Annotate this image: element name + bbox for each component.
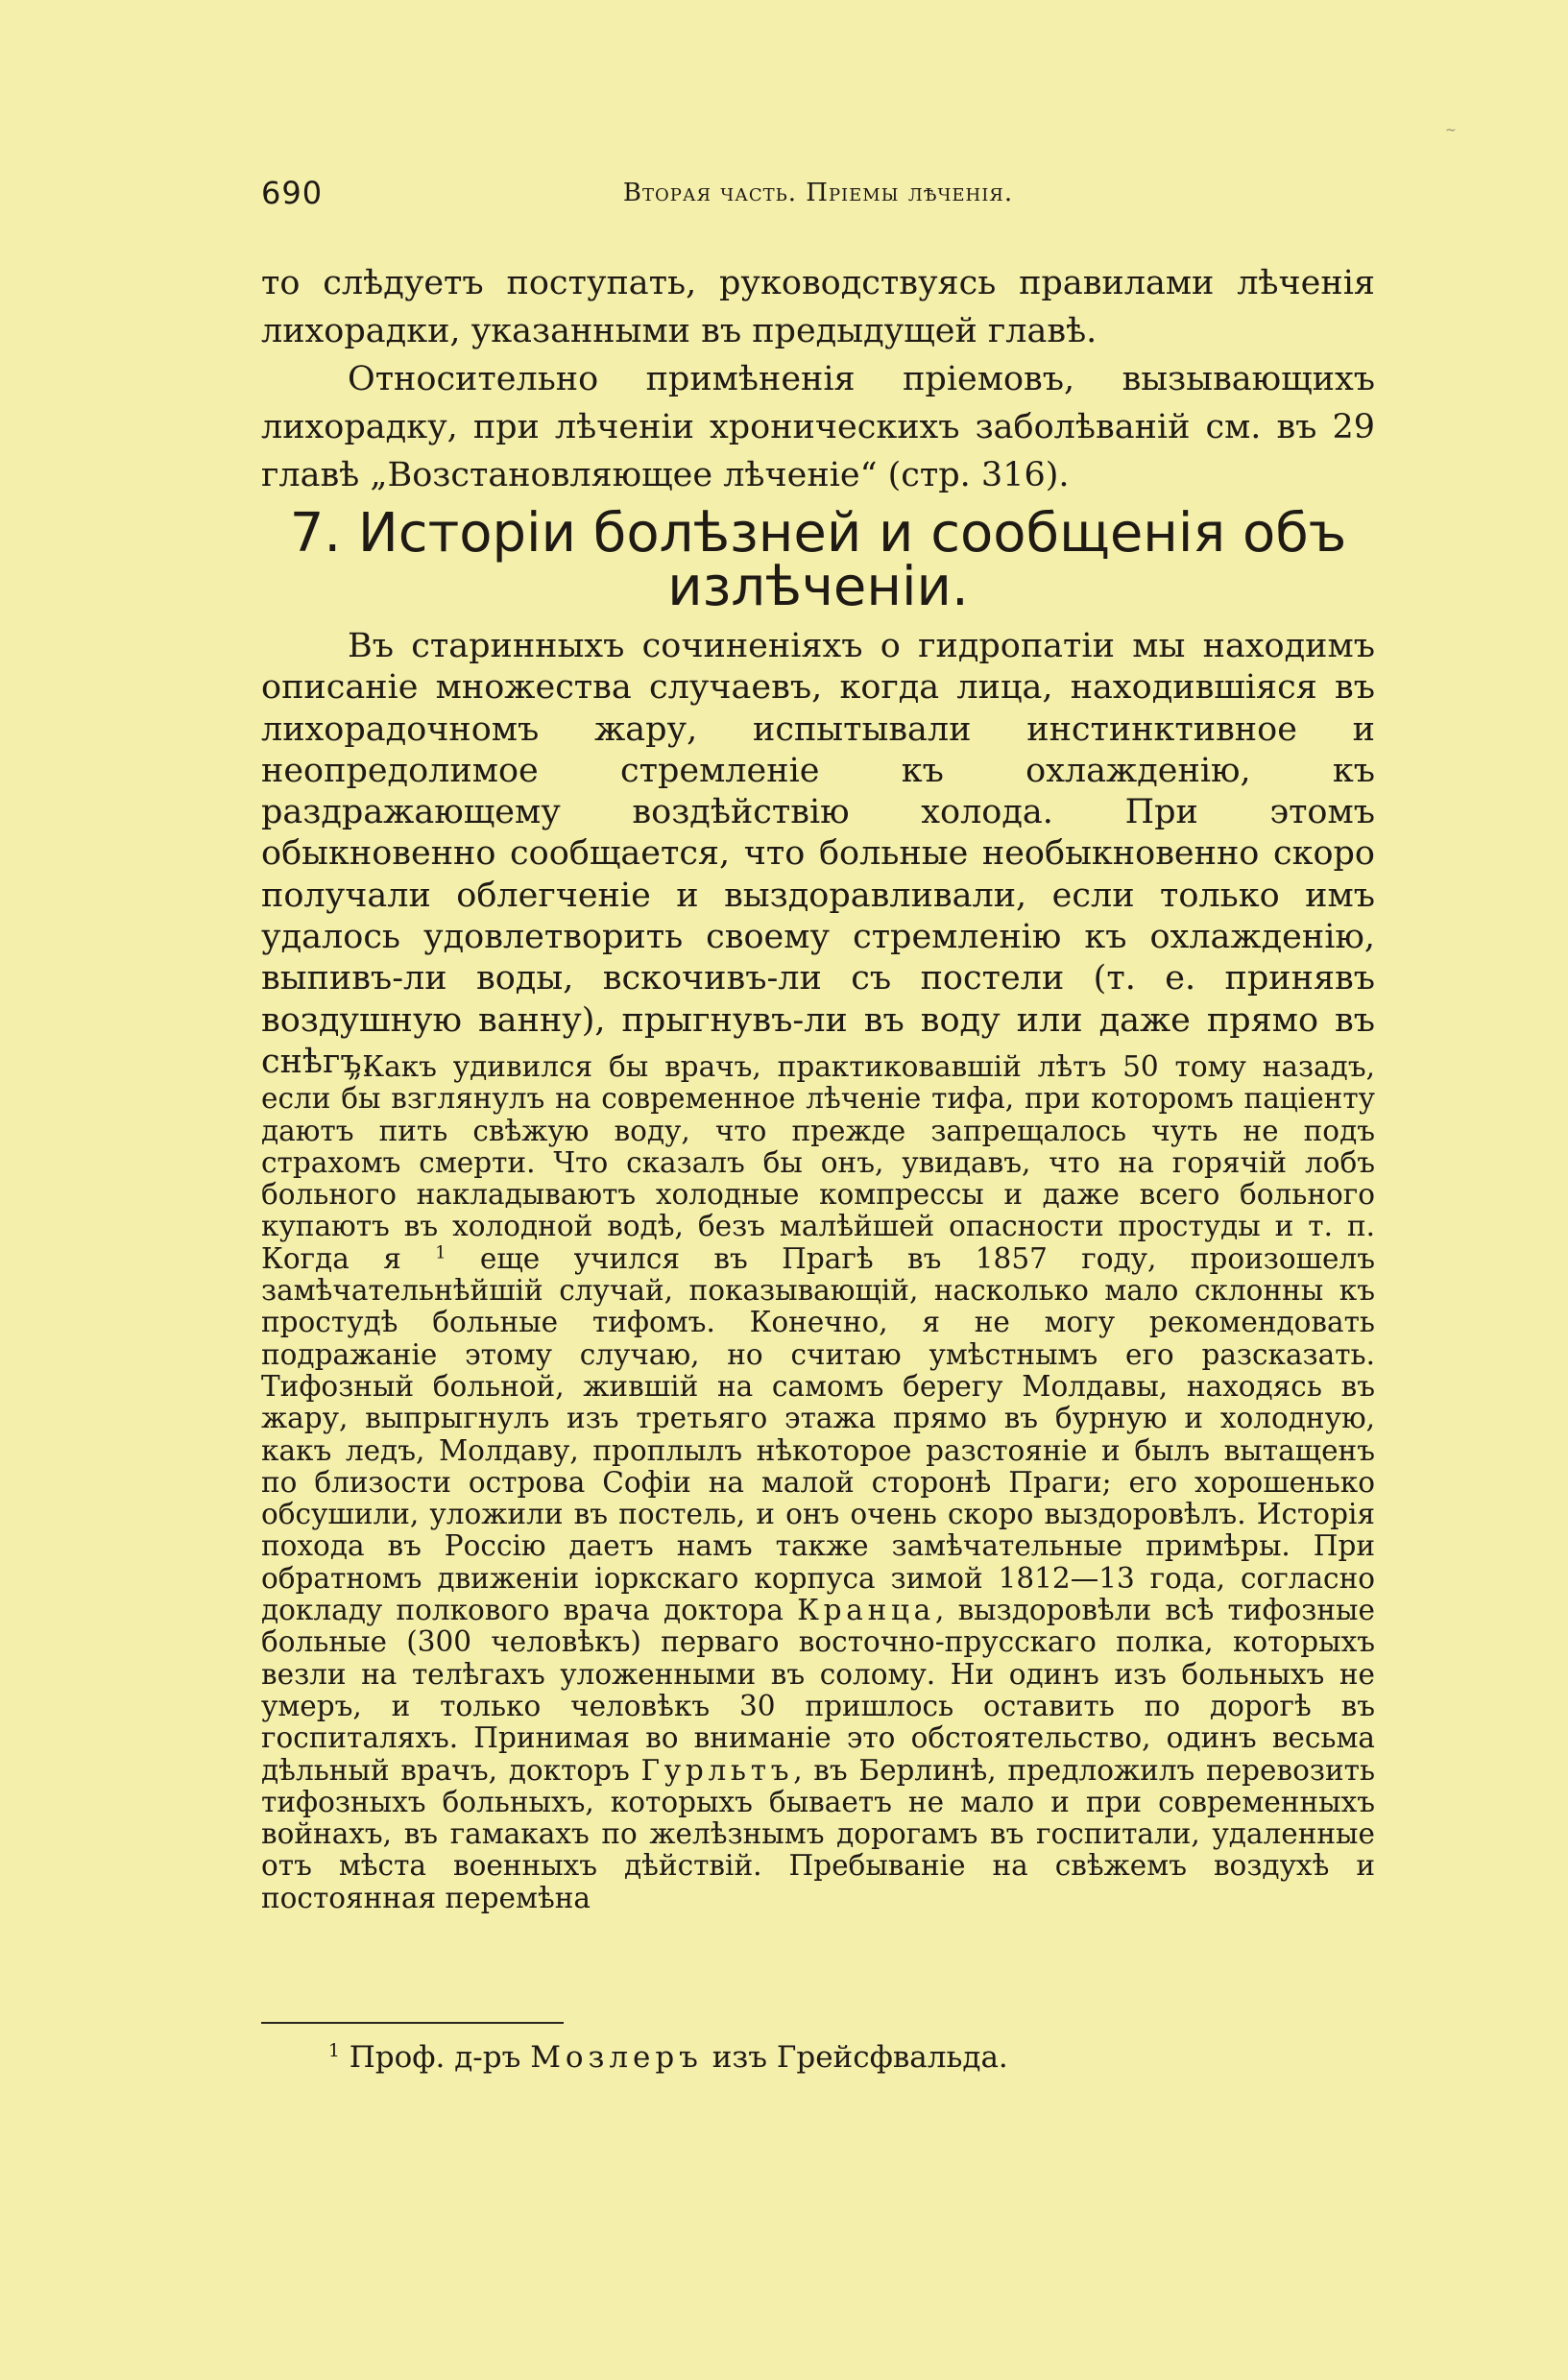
- main-text: [261, 626, 1375, 1083]
- quote-part-4: , въ Берлинѣ, предложилъ перевозить тифозныхъ больныхъ, которыхъ бываетъ не мало и при современныхъ войнахъ, въ гамакахъ по желѣзнымъ дорогамъ въ госпитали, удаленные отъ мѣста военныхъ дѣйствій. Пребываніе на свѣжемъ воздухѣ и постоянная перемѣна: [261, 1753, 1376, 1914]
- person-name-gurlt: Гурльтъ: [640, 1753, 794, 1787]
- intro-paragraph-2: Относительно примѣненія пріемовъ, вызывающихъ лихорадку, при лѣченіи хроническихъ заболѣваній см. въ 29 главѣ „Возстановляющее лѣченіе“ (стр. 316).: [261, 360, 1375, 494]
- footnote: [328, 2038, 1289, 2077]
- quotation-block: [261, 1051, 1375, 1914]
- footnote-suffix: изъ Грейсфвальда.: [702, 2040, 1008, 2075]
- person-name-kranz: Кранца: [797, 1594, 935, 1627]
- footnote-person-name: Мозлеръ: [530, 2040, 703, 2075]
- quote-part-3: , выздоровѣли всѣ тифозные больные (300 человѣкъ) перваго восточно-прусскаго полка, которыхъ везли на телѣгахъ уложенными въ солому. Ни одинъ изъ больныхъ не умеръ, и только человѣкъ 30 пришлось оставить по дорогѣ въ госпиталяхъ. Принимая во вниманіе это обстоятельство, одинъ весьма дѣльный врачъ, докторъ: [261, 1594, 1375, 1787]
- intro-paragraph-1: то слѣдуетъ поступать, руководствуясь правилами лѣченія лихорадки, указанными въ предыдущей главѣ.: [261, 264, 1375, 350]
- margin-mark: ~: [1445, 123, 1457, 134]
- section-title: 7. Исторіи болѣзней и сообщенія объ излѣченіи.: [289, 502, 1347, 618]
- quotation-paragraph: [261, 1051, 1375, 1914]
- page-header: [261, 175, 1375, 217]
- quote-part-2: еще учился въ Прагѣ въ 1857 году, произошелъ замѣчательнѣйшій случай, показывающій, насколько мало склонны къ простудѣ больные тифомъ. Конечно, я не могу рекомендовать подражаніе этому случаю, но считаю умѣстнымъ его разсказать. Тифозный больной, жившій на самомъ берегу Молдавы, находясь въ жару, выпрыгнулъ изъ третьяго этажа прямо въ бурную и холодную, какъ ледъ, Молдаву, проплылъ нѣкоторое разстояніе и былъ вытащенъ по близости острова Софіи на малой сторонѣ Праги; его хорошенько обсушили, уложили въ постель, и онъ очень скоро выздоровѣлъ. Исторія похода въ Россію даетъ намъ также замѣчательные примѣры. При обратномъ движеніи іоркскаго корпуса зимой 1812—13 года, согласно докладу полкового врача доктора: [261, 1241, 1375, 1627]
- page-number: 690: [261, 175, 324, 211]
- running-title: Вторая часть. Пріемы лѣченія.: [622, 179, 1014, 207]
- footnote-marker: 1: [328, 2040, 340, 2061]
- intro-text: [261, 259, 1375, 499]
- quote-part-1: „Какъ удивился бы врачъ, практиковавшій лѣтъ 50 тому назадъ, если бы взглянулъ на современное лѣченіе тифа, при которомъ паціенту даютъ пить свѣжую воду, что прежде запрещалось чуть не подъ страхомъ смерти. Что сказалъ бы онъ, увидавъ, что на горячій лобъ больного накладываютъ холодные компрессы и даже всего больного купаютъ въ холодной водѣ, безъ малѣйшей опасности простуды и т. п. Когда я: [261, 1050, 1375, 1275]
- footnote-reference: 1: [435, 1243, 446, 1263]
- body-paragraph-1: Въ старинныхъ сочиненіяхъ о гидропатіи мы находимъ описаніе множества случаевъ, когда лица, находившіяся въ лихорадочномъ жару, испытывали инстинктивное и неопредолимое стремленіе къ охлажденію, къ раздражающему воздѣйствію холода. При этомъ обыкновенно сообщается, что больные необыкновенно скоро получали облегченіе и выздоравливали, если только имъ удалось удовлетворить своему стремленію къ охлажденію, выпивъ-ли воды, вскочивъ-ли съ постели (т. е. принявъ воздушную ванну), прыгнувъ-ли въ воду или даже прямо въ снѣгъ.: [261, 627, 1375, 1081]
- footnote-divider: [261, 2022, 564, 2024]
- footnote-prefix: Проф. д-ръ: [339, 2040, 531, 2075]
